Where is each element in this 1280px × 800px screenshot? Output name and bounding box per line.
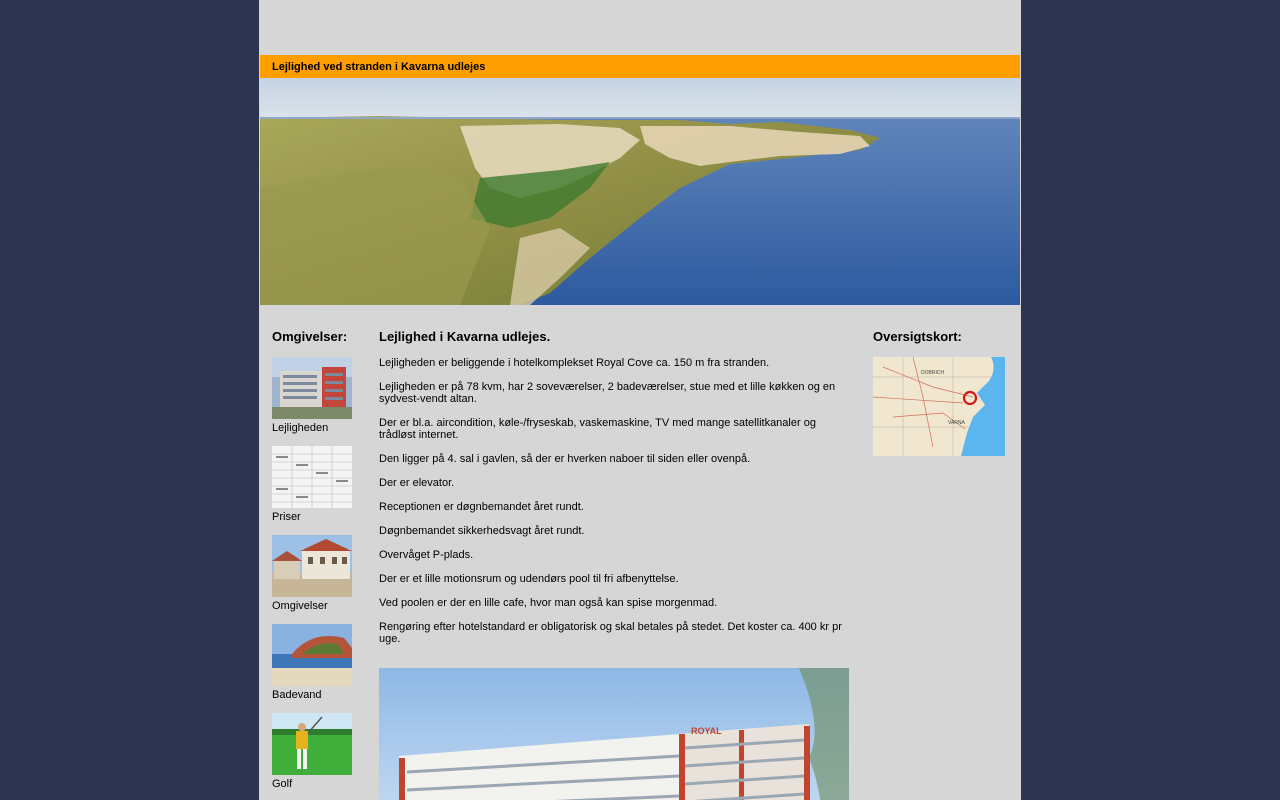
map-label: DOBRICH	[921, 370, 945, 376]
paragraph: Der er bl.a. aircondition, køle-/fryseskab, vaskemaskine, TV med mange satellitkanaler og trådløst internet.	[379, 417, 816, 441]
hotel-photo	[379, 668, 849, 800]
paragraph: Lejligheden er på 78 kvm, har 2 soveværelser, 2 badeværelser, stue med et lille køkken og en sydvest-vendt altan.	[379, 381, 836, 405]
calendar-icon	[272, 446, 352, 508]
top-banner-area	[259, 0, 1021, 55]
right-sidebar	[873, 329, 1008, 456]
paragraph: Rengøring efter hotelstandard er obligatorisk og skal betales på stedet. Det koster ca. 400 kr pr uge.	[379, 621, 842, 645]
paragraph: Der er et lille motionsrum og udendørs pool til fri afbenyttelse.	[379, 573, 679, 585]
sidebar-item-label[interactable]: Golf	[272, 778, 293, 790]
sidebar	[272, 329, 362, 800]
sidebar-item-label[interactable]: Priser	[272, 511, 301, 523]
sidebar-heading: Omgivelser:	[272, 329, 348, 344]
village-icon	[272, 535, 352, 597]
site-title-bar	[260, 55, 1020, 78]
sidebar-item-label[interactable]: Badevand	[272, 689, 322, 701]
paragraph: Der er elevator.	[379, 477, 455, 489]
golfer-icon	[272, 713, 352, 775]
paragraph: Receptionen er døgnbemandet året rundt.	[379, 501, 584, 513]
hotel-sign: ROYAL	[691, 726, 722, 736]
map-icon	[873, 357, 1005, 456]
sidebar-item-label[interactable]: Omgivelser	[272, 600, 328, 612]
hero-coastline-photo	[260, 78, 1020, 305]
paragraph: Ved poolen er der en lille cafe, hvor man også kan spise morgenmad.	[379, 597, 718, 609]
paragraph: Døgnbemandet sikkerhedsvagt året rundt.	[379, 525, 585, 537]
page-container	[259, 0, 1021, 800]
sidebar-item-label[interactable]: Lejligheden	[272, 422, 329, 434]
beach-icon	[272, 624, 352, 686]
overview-map-link[interactable]	[873, 357, 1005, 456]
map-label: VARNA	[948, 420, 965, 426]
paragraph: Den ligger på 4. sal i gavlen, så der er hverken naboer til siden eller ovenpå.	[379, 453, 751, 465]
paragraph: Lejligheden er beliggende i hotelkomplekset Royal Cove ca. 150 m fra stranden.	[379, 357, 770, 369]
main-heading: Lejlighed i Kavarna udlejes.	[379, 329, 551, 344]
map-heading: Oversigtskort:	[873, 329, 962, 344]
beach-thumb-link[interactable]	[272, 624, 352, 686]
apartment-thumb-link[interactable]	[272, 357, 352, 419]
apartment-building-icon	[272, 357, 352, 419]
prices-thumb-link[interactable]	[272, 446, 352, 508]
surroundings-thumb-link[interactable]	[272, 535, 352, 597]
site-title: Lejlighed ved stranden i Kavarna udlejes	[272, 61, 486, 73]
golf-thumb-link[interactable]	[272, 713, 352, 775]
main-content	[379, 329, 849, 736]
paragraph: Overvåget P-plads.	[379, 549, 474, 561]
